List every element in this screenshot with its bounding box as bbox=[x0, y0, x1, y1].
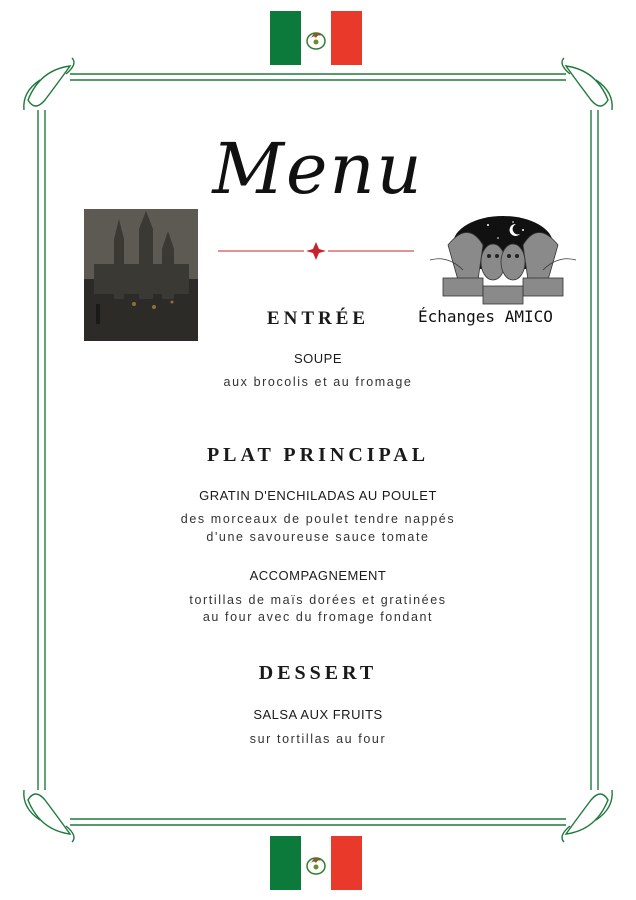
item-desc-gratin-line1: des morceaux de poulet tendre nappés bbox=[180, 512, 456, 526]
item-desc-salsa: sur tortillas au four bbox=[249, 732, 387, 746]
owls-logo-icon bbox=[428, 210, 578, 310]
corner-flourish-top-right bbox=[562, 58, 612, 110]
item-desc-soupe: aux brocolis et au fromage bbox=[223, 375, 413, 389]
item-title-soupe: SOUPE bbox=[293, 351, 342, 366]
item-desc-gratin-line2: d'une savoureuse sauce tomate bbox=[206, 530, 430, 544]
star-icon bbox=[306, 242, 326, 260]
section-heading-dessert: DESSERT bbox=[258, 662, 378, 684]
section-heading-plat-principal: PLAT PRINCIPAL bbox=[206, 444, 430, 466]
section-heading-entree: ENTRÉE bbox=[266, 308, 370, 329]
corner-flourish-top-left bbox=[24, 58, 74, 110]
title-divider bbox=[216, 241, 416, 261]
corner-flourish-bottom-left bbox=[24, 790, 74, 842]
mexico-flag-bottom bbox=[270, 836, 362, 890]
corner-flourish-bottom-right bbox=[562, 790, 612, 842]
eagle-emblem-icon bbox=[305, 849, 327, 877]
item-desc-accompagnement-line1: tortillas de maïs dorées et gratinées bbox=[189, 593, 447, 607]
item-title-gratin: GRATIN D'ENCHILADAS AU POULET bbox=[199, 488, 437, 503]
item-title-salsa: SALSA AUX FRUITS bbox=[253, 707, 383, 722]
logo-text: Échanges AMICO bbox=[418, 307, 553, 326]
item-desc-accompagnement-line2: au four avec du fromage fondant bbox=[202, 610, 434, 624]
menu-title: Menu bbox=[212, 128, 424, 210]
item-title-accompagnement: ACCOMPAGNEMENT bbox=[249, 568, 387, 583]
